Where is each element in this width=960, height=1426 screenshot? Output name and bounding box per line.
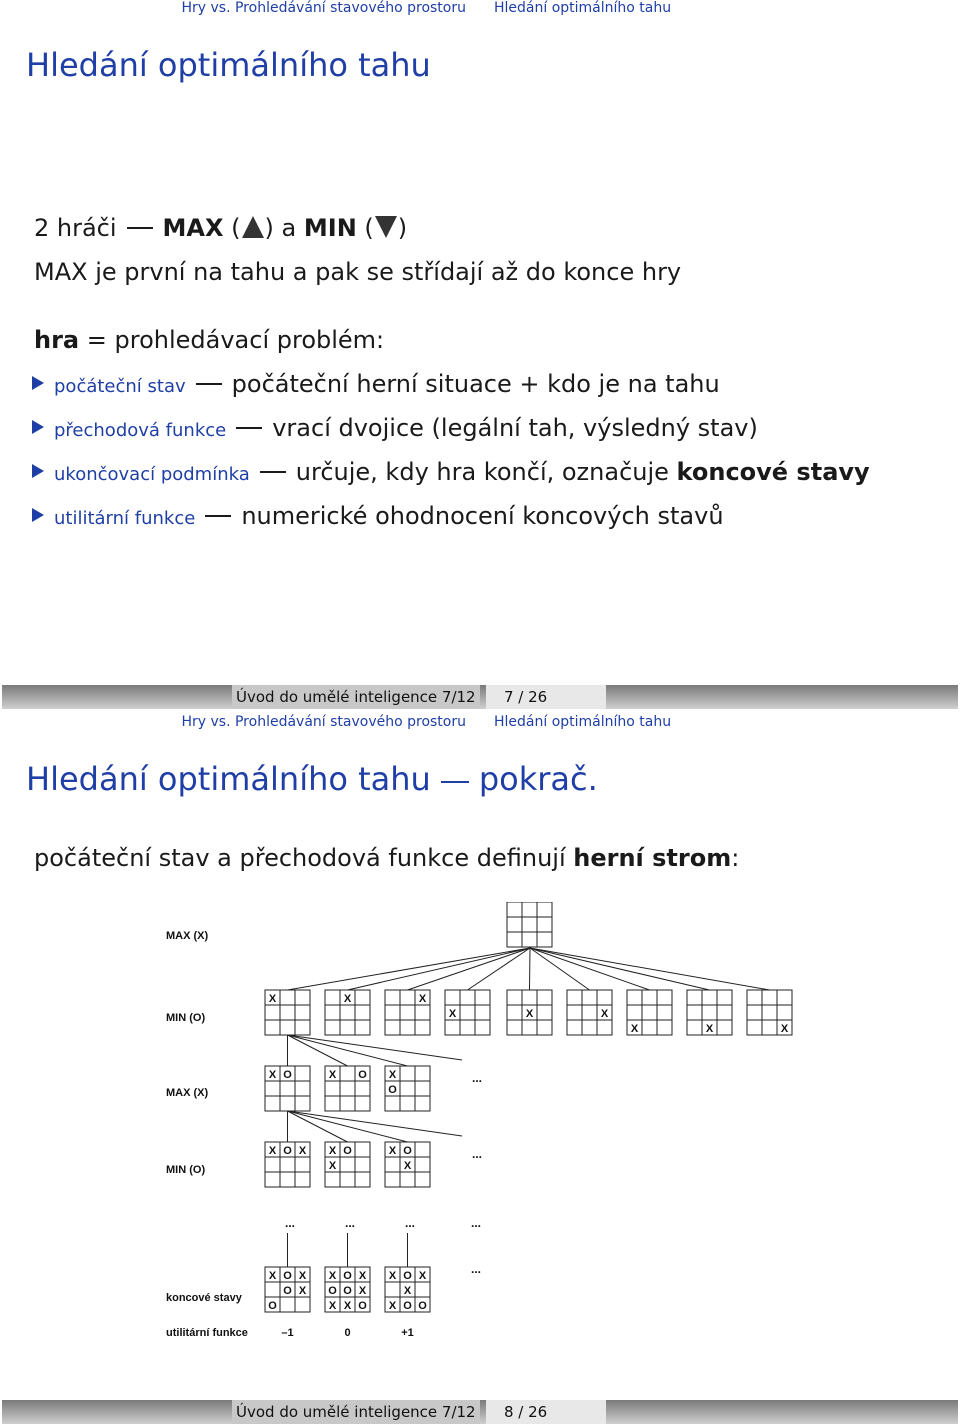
board-mark: X — [448, 1008, 457, 1020]
nav-subsection-link[interactable]: Hledání optimálního tahu — [494, 714, 672, 730]
slide-2 — [0, 712, 960, 1426]
terminal-board — [385, 1267, 430, 1312]
level1-board — [325, 990, 370, 1035]
level1-board — [687, 990, 732, 1035]
level2-board — [265, 1066, 310, 1111]
board-mark: X — [388, 1145, 397, 1157]
level1-board — [627, 990, 672, 1035]
intro-text: počáteční stav a přechodová funkce definují — [34, 844, 574, 872]
dash — [260, 471, 286, 473]
board-mark: X — [403, 1160, 412, 1172]
level2-board — [325, 1066, 370, 1111]
nav-section-link[interactable]: Hry vs. Prohledávání stavového prostoru — [181, 0, 466, 16]
dash — [196, 383, 222, 385]
tree-edge — [348, 948, 531, 990]
slide-title-main: Hledání optimálního tahu — [26, 760, 431, 798]
tree-level-label: MIN (O) — [166, 1164, 206, 1176]
footer-page-number: 8 / 26 — [504, 1403, 548, 1421]
board-mark: X — [630, 1023, 639, 1035]
intro-bold: herní strom — [573, 844, 732, 872]
utility-value: 0 — [344, 1327, 351, 1339]
board-mark: O — [358, 1300, 367, 1312]
board-mark: X — [403, 1285, 412, 1297]
ellipsis: ... — [284, 1216, 296, 1230]
board-mark: O — [358, 1069, 367, 1081]
bullet-term: ukončovací podmínka — [54, 464, 250, 485]
board-mark: X — [388, 1069, 397, 1081]
board-mark: O — [343, 1270, 352, 1282]
tree-edge — [288, 1035, 408, 1066]
ellipsis: ... — [472, 1147, 483, 1161]
level1-board — [265, 990, 310, 1035]
board-mark: O — [283, 1285, 292, 1297]
tree-edge — [530, 948, 710, 990]
min-triangle-icon — [375, 216, 397, 238]
paren: ) — [397, 214, 408, 242]
tree-edge — [288, 1035, 463, 1060]
paren-and: ) a — [264, 214, 297, 242]
board-mark: O — [403, 1270, 412, 1282]
tree-level-label: MIN (O) — [166, 1012, 206, 1024]
bullet-desc: určuje, kdy hra končí, označuje — [295, 458, 677, 486]
nav-section-link[interactable]: Hry vs. Prohledávání stavového prostoru — [181, 714, 466, 730]
tree-edge — [530, 948, 770, 990]
level3-board — [325, 1142, 370, 1187]
tree-level-label: utilitární funkce — [166, 1327, 248, 1339]
game-tree-diagram — [0, 902, 960, 1372]
board-mark: X — [358, 1285, 367, 1297]
bullet-initial-state — [32, 370, 720, 398]
footer-page-number: 7 / 26 — [504, 688, 548, 706]
board-mark: X — [298, 1270, 307, 1282]
board-mark: X — [388, 1270, 397, 1282]
board-mark: X — [343, 993, 352, 1005]
board-mark: X — [328, 1160, 337, 1172]
board-mark: X — [268, 993, 277, 1005]
board-mark: X — [343, 1300, 352, 1312]
ellipsis: ... — [404, 1216, 416, 1230]
root-board — [507, 902, 552, 947]
board-mark: O — [283, 1069, 292, 1081]
board-mark: X — [525, 1008, 534, 1020]
navbar — [0, 0, 960, 22]
board-mark: X — [268, 1145, 277, 1157]
dash — [205, 515, 231, 517]
slide-1 — [0, 0, 960, 712]
tree-level-label: MAX (X) — [166, 930, 209, 942]
ellipsis: ... — [344, 1216, 356, 1230]
bullet-term: počáteční stav — [54, 376, 186, 397]
board-mark: O — [328, 1285, 337, 1297]
board-mark: X — [358, 1270, 367, 1282]
footer-bar — [2, 685, 958, 709]
intro-line — [34, 844, 739, 872]
utility-value: +1 — [401, 1327, 414, 1339]
level1-board — [567, 990, 612, 1035]
board-mark: O — [268, 1300, 277, 1312]
bullet-desc: počáteční herní situace + kdo je na tahu — [231, 370, 720, 398]
board-mark: O — [388, 1084, 397, 1096]
dash — [127, 227, 153, 229]
tree-level-label: koncové stavy — [166, 1292, 242, 1304]
dash — [441, 781, 469, 783]
navbar — [0, 714, 960, 736]
board-mark: X — [418, 993, 427, 1005]
bullet-desc: vrací dvojice (legální tah, výsledný stav) — [272, 414, 758, 442]
board-mark: X — [298, 1145, 307, 1157]
bullet-triangle-icon — [32, 420, 44, 434]
intro-end: : — [731, 844, 740, 872]
bullet-triangle-icon — [32, 464, 44, 478]
board-mark: X — [780, 1023, 789, 1035]
board-mark: X — [328, 1270, 337, 1282]
tree-edge — [468, 948, 531, 990]
board-mark: X — [268, 1069, 277, 1081]
tree-edge — [408, 948, 531, 990]
turn-order-line: MAX je první na tahu a pak se střídají až do konce hry — [34, 258, 682, 286]
board-mark: O — [403, 1145, 412, 1157]
bullet-triangle-icon — [32, 376, 44, 390]
bullet-transition-function — [32, 414, 758, 442]
level2-board — [385, 1066, 430, 1111]
max-triangle-icon — [242, 216, 264, 238]
board-frame — [507, 902, 552, 947]
level3-board — [265, 1142, 310, 1187]
hra-definition: = prohledávací problém: — [86, 326, 385, 354]
hra-term: hra — [34, 326, 80, 354]
level1-board — [385, 990, 430, 1035]
bullet-utility-function — [32, 502, 724, 530]
tree-edge — [530, 948, 531, 990]
footer-title: Úvod do umělé inteligence 7/12 — [236, 688, 476, 706]
bullet-term: utilitární funkce — [54, 508, 196, 529]
board-mark: O — [283, 1270, 292, 1282]
max-label: MAX — [162, 214, 224, 242]
game-definition-line — [34, 326, 384, 354]
bullet-term: přechodová funkce — [54, 420, 227, 441]
ellipsis: ... — [472, 1071, 483, 1085]
bullet-terminal-test — [32, 458, 870, 486]
board-mark: X — [600, 1008, 609, 1020]
terminal-board — [325, 1267, 370, 1312]
bullet-triangle-icon — [32, 508, 44, 522]
slide-title-suffix: pokrač. — [478, 760, 598, 798]
tree-edge — [530, 948, 590, 990]
board-mark: X — [268, 1270, 277, 1282]
tree-level-labels — [166, 930, 482, 1339]
terminal-board — [265, 1267, 310, 1312]
board-mark: X — [328, 1145, 337, 1157]
tree-edge — [288, 948, 531, 990]
players-prefix: 2 hráči — [34, 214, 117, 242]
level1-board — [507, 990, 552, 1035]
tree-edge — [288, 1111, 463, 1136]
board-mark: O — [343, 1145, 352, 1157]
tree-level-label: MAX (X) — [166, 1087, 209, 1099]
board-mark: O — [343, 1285, 352, 1297]
level3-board — [385, 1142, 430, 1187]
dash — [236, 427, 262, 429]
board-mark: X — [298, 1285, 307, 1297]
footer-bar — [2, 1400, 958, 1424]
slide-title: Hledání optimálního tahu — [26, 46, 431, 84]
board-mark: X — [328, 1300, 337, 1312]
level1-board — [747, 990, 792, 1035]
board-mark: X — [705, 1023, 714, 1035]
board-mark: O — [418, 1300, 427, 1312]
tree-edge — [288, 1111, 408, 1142]
board-mark: X — [388, 1300, 397, 1312]
level1-board — [445, 990, 490, 1035]
board-mark: O — [403, 1300, 412, 1312]
bullet-desc: numerické ohodnocení koncových stavů — [241, 502, 724, 530]
tree-edge — [530, 948, 650, 990]
tree-boards — [265, 902, 792, 1312]
paren: ( — [231, 214, 241, 242]
paren: ( — [364, 214, 374, 242]
board-mark: X — [328, 1069, 337, 1081]
ellipsis: ... — [470, 1262, 482, 1276]
ellipsis: ... — [470, 1216, 482, 1230]
min-label: MIN — [303, 214, 357, 242]
board-mark: X — [418, 1270, 427, 1282]
board-mark: O — [283, 1145, 292, 1157]
slide-title — [26, 760, 598, 798]
bullet-desc-bold: koncové stavy — [676, 458, 870, 486]
nav-subsection-link[interactable]: Hledání optimálního tahu — [494, 0, 672, 16]
footer-title: Úvod do umělé inteligence 7/12 — [236, 1403, 476, 1421]
utility-value: –1 — [281, 1327, 294, 1339]
players-line — [34, 214, 407, 242]
